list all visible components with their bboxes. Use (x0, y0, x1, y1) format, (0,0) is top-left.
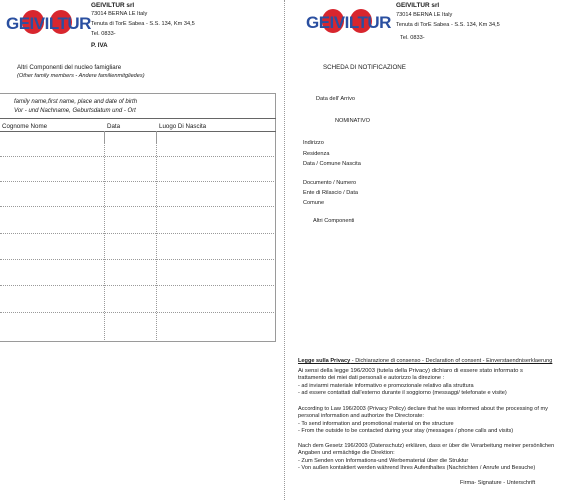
company-city: 73014 BERNA LE Italy (396, 12, 453, 18)
privacy-english (298, 406, 548, 436)
table-desc-line1: family name,first name, place and date of birth (14, 99, 138, 105)
comune-label: Comune (303, 200, 325, 206)
logo-left (6, 8, 91, 40)
col-tick (104, 131, 105, 143)
col-separator (156, 131, 157, 342)
logo-right (306, 7, 391, 39)
table-header-bottom (0, 131, 276, 132)
privacy-de-line: - Zum Senden von Informations-und Werbematerial über die Struktur (298, 457, 469, 464)
col-header-date: Data (107, 123, 121, 130)
address-label: Indirizzo (303, 140, 324, 146)
privacy-it-line: - ad inviarmi materiale informativo e promozionale relativo alla struttura (298, 382, 474, 389)
col-tick (156, 131, 157, 143)
table-desc-line2: Vor - und Nachname, Geburtsdatum und - Ort (14, 108, 136, 114)
logo-text: GEIVILTUR (306, 13, 391, 32)
company-name: GEIVILTUR srl (396, 2, 440, 9)
col-separator (104, 131, 105, 342)
logo-text: GEIVILTUR (6, 14, 91, 33)
privacy-italian (298, 368, 523, 398)
table-row (0, 285, 276, 286)
privacy-en-line: personal information and authorize the Directorate: (298, 413, 424, 420)
nominativo-label: NOMINATIVO (335, 118, 371, 124)
privacy-en-line: - To send information and promotional material on the structure (298, 420, 454, 427)
company-tel: Tel. 0833- (91, 31, 116, 37)
table-row (0, 206, 276, 207)
section-title: Altri Componenti del nucleo famigliare (17, 64, 122, 71)
company-address: Tenuta di TorE Sabea - S.S. 134, Km 34,5 (396, 22, 500, 28)
issuer-label: Ente di Rilascio / Data (303, 190, 359, 196)
section-subtitle: (Other family members - Andere familienmitgliedes) (17, 73, 145, 79)
privacy-german (298, 443, 554, 473)
signature-label: Firma- Signature - Unterschrift (460, 480, 536, 486)
table-row (0, 259, 276, 260)
document-label: Documento / Numero (303, 180, 357, 186)
company-city: 73014 BERNA LE Italy (91, 11, 148, 17)
privacy-de-line: - Von außen kontaktiert werden während Ihres Aufenthaltes (Nachrichten / Anrufe und Besuche) (298, 465, 536, 472)
privacy-heading-title: Legge sulla Privacy (298, 358, 351, 364)
company-address: Tenuta di TorE Sabea - S.S. 134, Km 34,5 (91, 21, 195, 27)
privacy-it-line: Ai sensi della legge 196/2003 (tutela della Privacy) dichiaro di essere stato informato s (298, 368, 523, 374)
privacy-heading-rest: - Dichiarazione di consenso - Declaration of consent - Einverstaendniserklaerung (350, 358, 553, 364)
birth-label: Data / Comune Nascita (303, 161, 361, 167)
privacy-de-line: Nach dem Gesetz 196/2003 (Datenschutz) erklären, dass er über die Verarbeitung meiner persönlichen (298, 443, 555, 449)
table-row (0, 312, 276, 313)
privacy-it-line: - ad essere contattati dall'esterno durante il soggiorno (messaggi/ telefonate e visite) (298, 390, 507, 397)
page-divider (284, 0, 285, 500)
table-row (0, 233, 276, 234)
residence-label: Residenza (303, 151, 330, 157)
date-arrival-label: Data dell' Arrivo (316, 96, 355, 102)
privacy-de-line: Angaben und ermächtige die Direktion: (298, 450, 395, 457)
notification-title: SCHEDA DI NOTIFICAZIONE (323, 64, 406, 71)
other-members-label: Altri Componenti (313, 218, 355, 224)
table-row (0, 156, 276, 157)
privacy-en-line: According to Law 196/2003 (Privacy Policy) declare that he was informed about the processing of my (298, 406, 548, 412)
col-header-place: Luogo Di Nascita (159, 123, 207, 130)
privacy-heading (298, 358, 552, 365)
table-header-top (0, 118, 276, 119)
company-tel: Tel. 0833- (400, 35, 425, 41)
table-row (0, 181, 276, 182)
company-piva: P. IVA (91, 42, 108, 49)
company-name: GEIVILTUR srl (91, 2, 135, 9)
col-header-name: Cognome Nome (2, 123, 48, 130)
privacy-it-line: trattamento dei miei dati personali e autorizzo la direzione : (298, 375, 445, 382)
privacy-en-line: - From the outside to be contacted during your stay (messages / phone calls and visits) (298, 428, 514, 435)
